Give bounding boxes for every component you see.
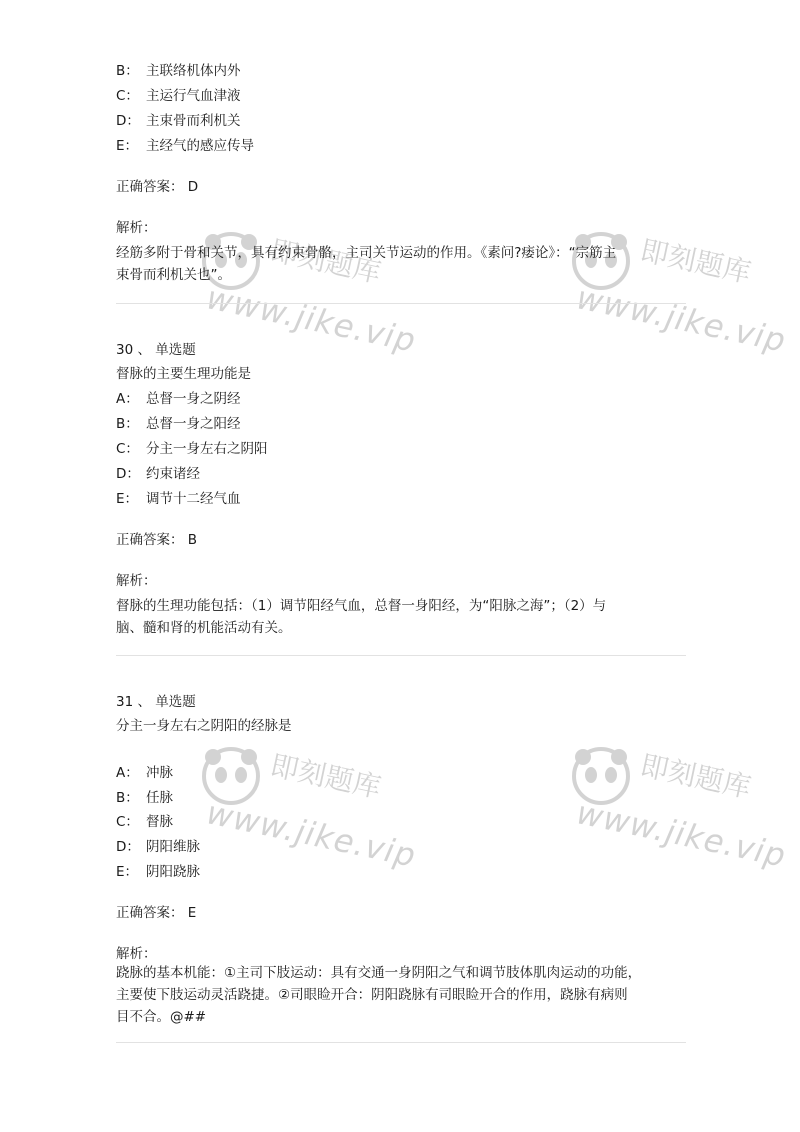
analysis-label: 解析： [116, 946, 157, 962]
option-e: E： 调节十二经气血 [116, 491, 241, 507]
analysis-label: 解析： [116, 573, 157, 589]
watermark-brand: 即刻题库 [267, 233, 384, 290]
analysis-text: 脑、髓和肾的机能活动有关。 [116, 620, 292, 636]
analysis-text: 跷脉的基本机能：①主司下肢运动：具有交通一身阴阳之气和调节肢体肌肉运动的功能， [116, 965, 642, 981]
watermark-url: www.jike.vip [573, 793, 790, 875]
divider [116, 655, 686, 656]
option-e: E： 阴阳跷脉 [116, 864, 200, 880]
option-c: C： 主运行气血津液 [116, 88, 241, 104]
analysis-label: 解析： [116, 220, 157, 236]
option-a: A： 总督一身之阴经 [116, 391, 241, 407]
option-b: B： 总督一身之阳经 [116, 416, 241, 432]
analysis-text: 目不合。@## [116, 1009, 207, 1025]
watermark-3 [200, 745, 460, 885]
analysis-text: 主要使下肢运动灵活跷捷。②司眼睑开合：阴阳跷脉有司眼睑开合的作用，跷脉有病则 [116, 987, 628, 1003]
option-c: C： 分主一身左右之阴阳 [116, 441, 268, 457]
question-text: 督脉的主要生理功能是 [116, 366, 251, 382]
watermark-brand: 即刻题库 [637, 233, 754, 290]
panda-logo-icon [570, 745, 632, 807]
analysis-text: 督脉的生理功能包括：（1）调节阳经气血，总督一身阳经，为“阳脉之海”；（2）与 [116, 598, 607, 614]
question-header: 31 、 单选题 [116, 694, 196, 710]
analysis-text: 束骨而利机关也”。 [116, 267, 231, 283]
watermark-4 [570, 745, 800, 885]
option-b: B： 主联络机体内外 [116, 63, 241, 79]
option-b: B： 任脉 [116, 790, 173, 806]
correct-answer: 正确答案： E [116, 905, 197, 921]
watermark-brand: 即刻题库 [637, 748, 754, 805]
divider [116, 303, 686, 304]
option-d: D： 约束诸经 [116, 466, 200, 482]
correct-answer: 正确答案： B [116, 532, 198, 548]
watermark-url: www.jike.vip [203, 278, 420, 360]
question-text: 分主一身左右之阴阳的经脉是 [116, 718, 292, 734]
watermark-brand: 即刻题库 [267, 748, 384, 805]
panda-logo-icon [200, 745, 262, 807]
question-header: 30 、 单选题 [116, 342, 196, 358]
option-d: D： 主束骨而利机关 [116, 113, 241, 129]
analysis-text: 经筋多附于骨和关节，具有约束骨骼，主司关节运动的作用。《素问?痿论》：“宗筋主 [116, 245, 617, 261]
divider [116, 1042, 686, 1043]
option-c: C： 督脉 [116, 814, 173, 830]
option-a: A： 冲脉 [116, 765, 173, 781]
option-d: D： 阴阳维脉 [116, 839, 200, 855]
option-e: E： 主经气的感应传导 [116, 138, 254, 154]
watermark-url: www.jike.vip [203, 793, 420, 875]
watermark-url: www.jike.vip [573, 278, 790, 360]
correct-answer: 正确答案： D [116, 179, 199, 195]
